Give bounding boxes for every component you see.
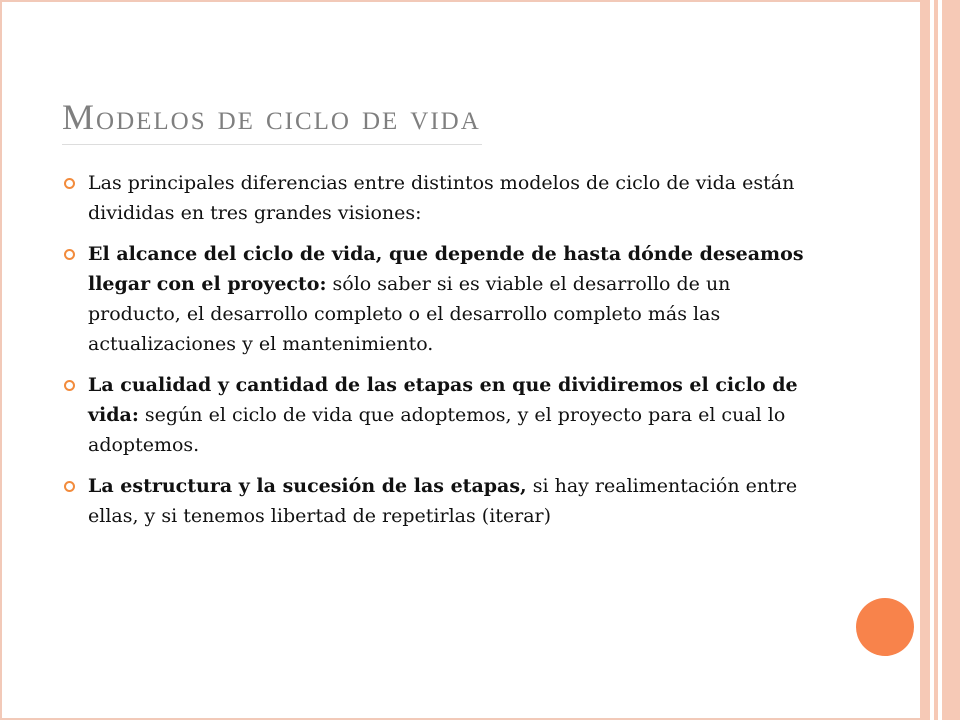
decorative-stripe [942, 0, 960, 720]
bullet-item [60, 168, 820, 228]
orange-circle-icon [856, 598, 914, 656]
slide-title: Modelos de ciclo de vida [62, 97, 481, 137]
bullet-item [60, 471, 820, 531]
bullet-item [60, 370, 820, 460]
bullet-text: si hay realimentación entre ellas, y si tenemos libertad de repetirlas (iterar) [88, 475, 798, 527]
bullet-bold-text: La estructura y la sucesión de las etapas, [88, 475, 527, 497]
decorative-stripe [920, 0, 930, 720]
bullet-text: sólo saber si es viable el desarrollo de un producto, el desarrollo completo o el desarrollo completo más las actualizaciones y el mantenimiento. [88, 273, 731, 355]
bullet-item [60, 239, 820, 359]
hollow-circle-bullet-icon [64, 380, 75, 391]
bullet-text: Las principales diferencias entre distintos modelos de ciclo de vida están divididas en tres grandes visiones: [88, 172, 795, 224]
title-divider [62, 144, 482, 145]
bullet-text: según el ciclo de vida que adoptemos, y el proyecto para el cual lo adoptemos. [88, 404, 786, 456]
hollow-circle-bullet-icon [64, 249, 75, 260]
bullet-list [60, 168, 820, 542]
hollow-circle-bullet-icon [64, 178, 75, 189]
decorative-stripe [934, 0, 938, 720]
bullet-bold-text: La cualidad y cantidad de las etapas en que dividiremos el ciclo de vida: [88, 374, 798, 426]
hollow-circle-bullet-icon [64, 481, 75, 492]
bullet-bold-text: El alcance del ciclo de vida, que depende de hasta dónde deseamos llegar con el proyecto: [88, 243, 804, 295]
